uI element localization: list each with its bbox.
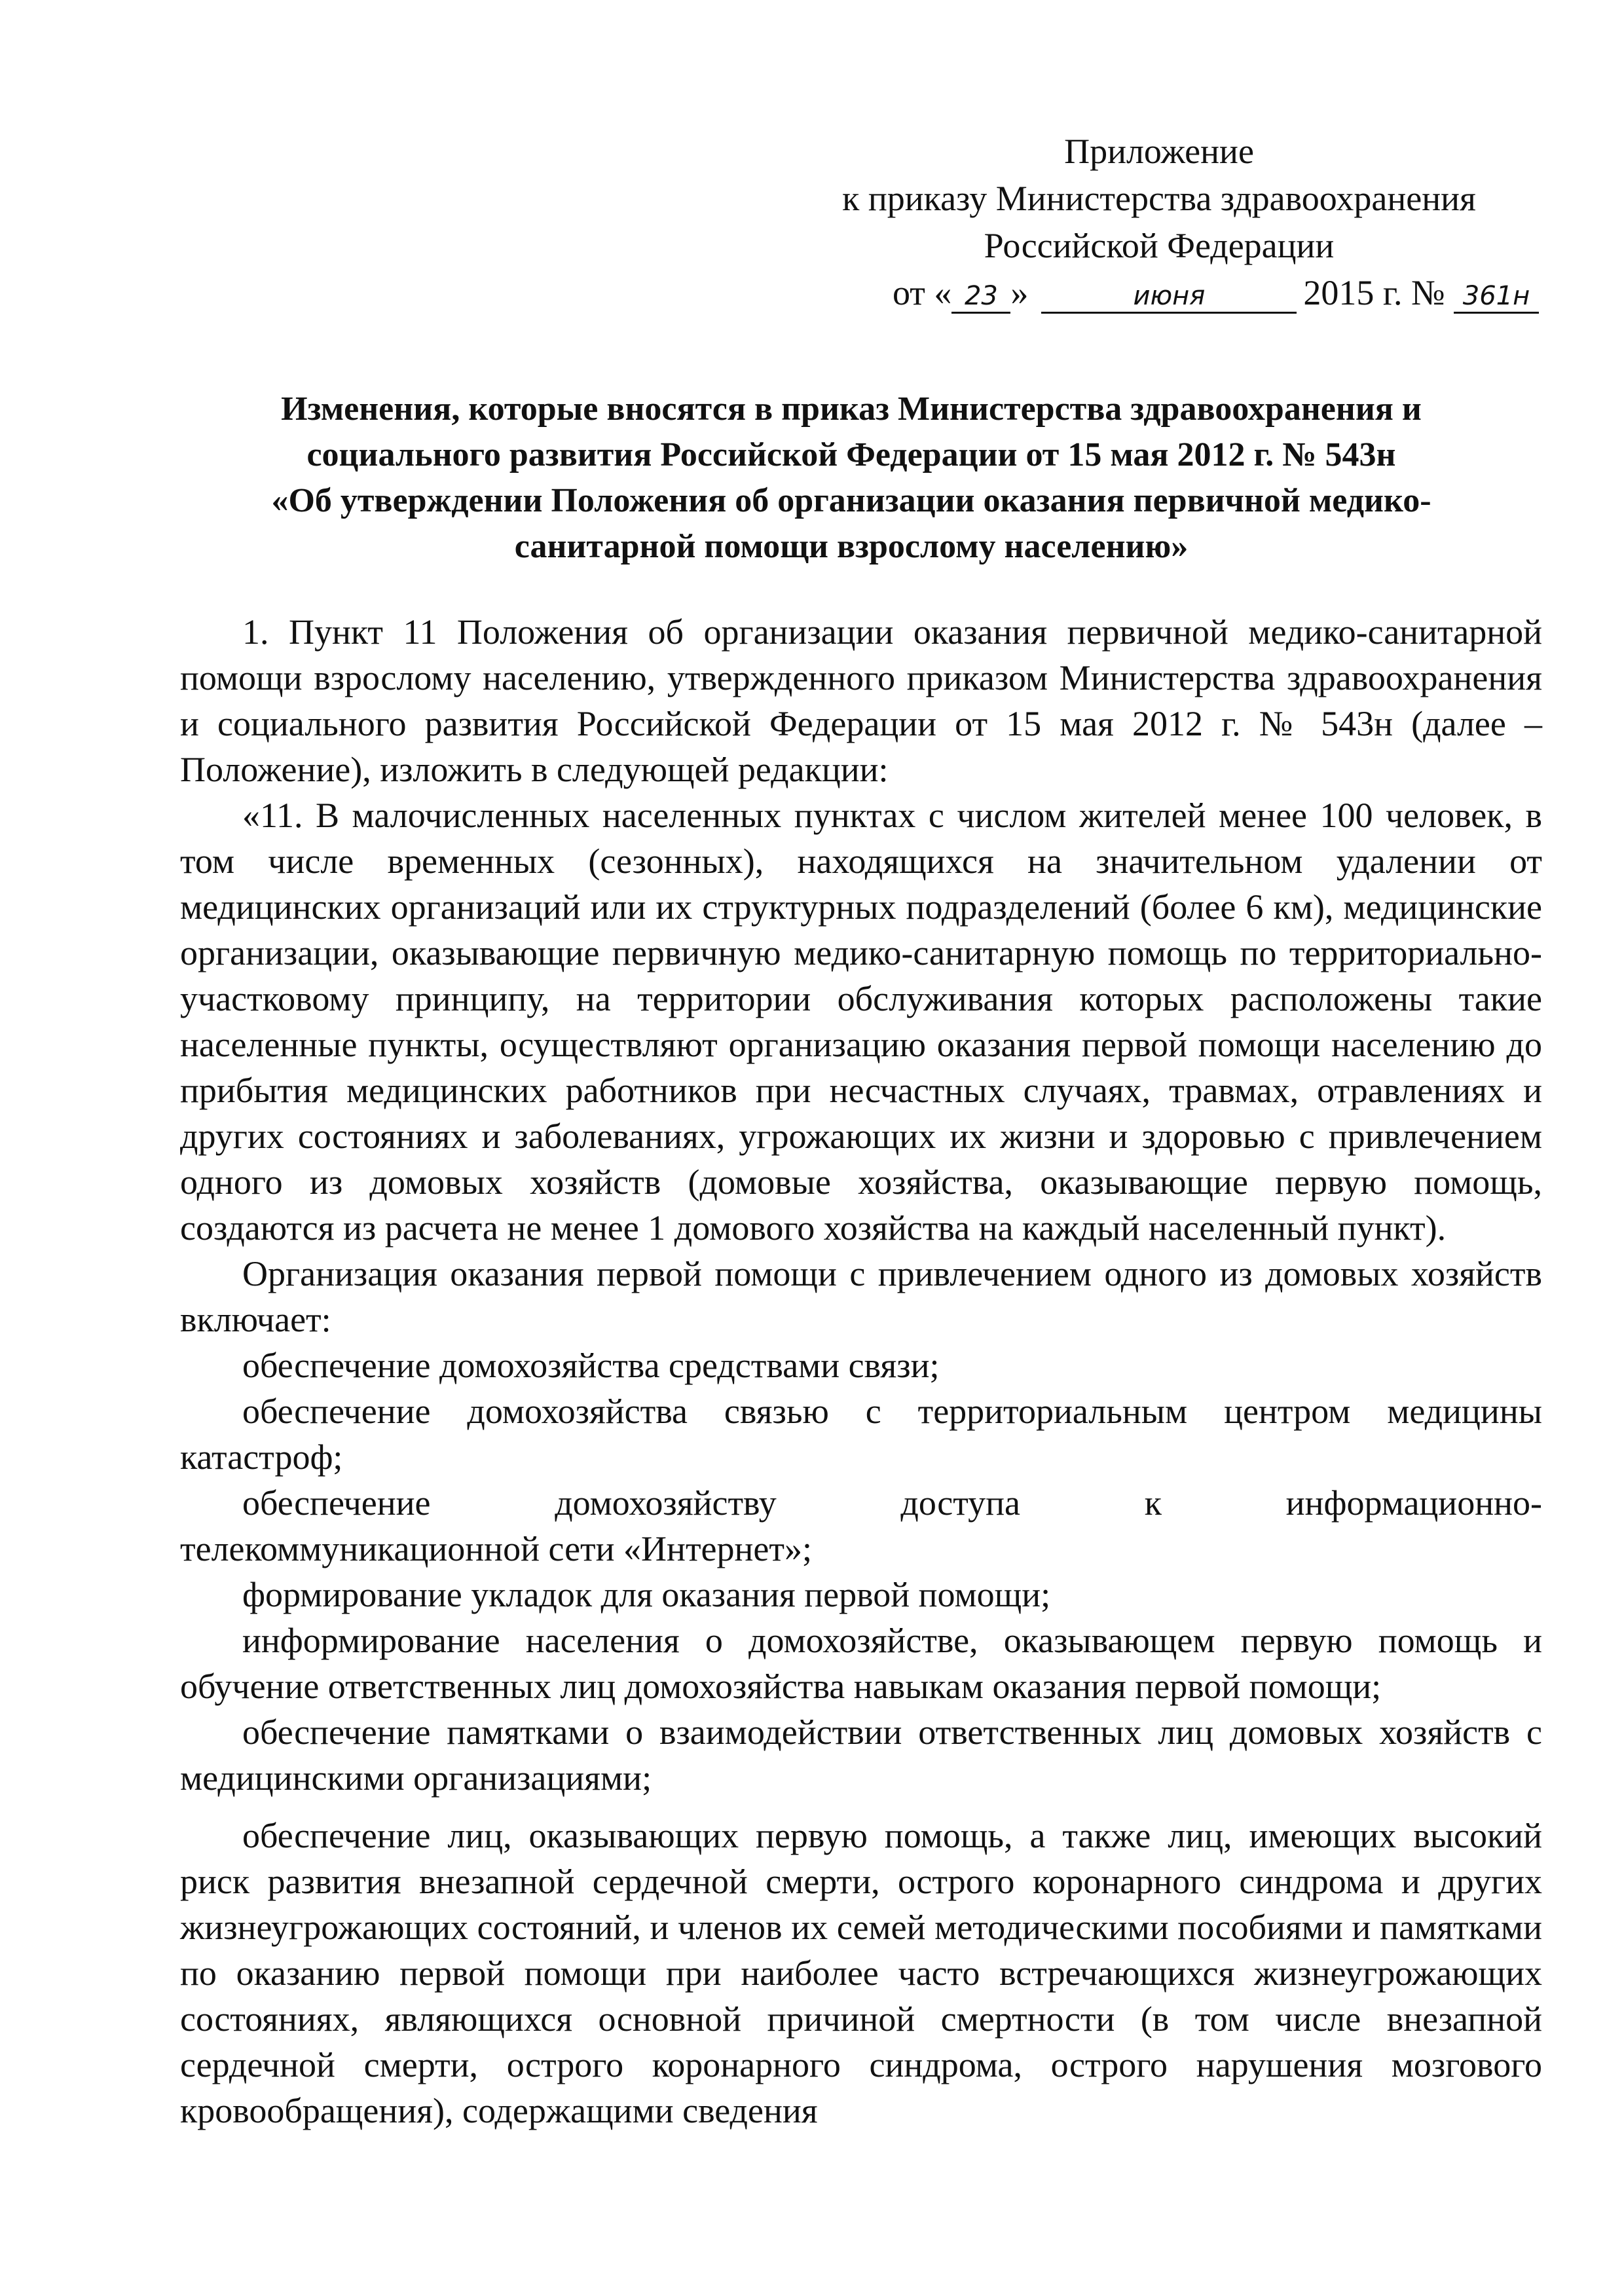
annex-date-line bbox=[773, 269, 1545, 316]
date-year: 2015 г. № bbox=[1303, 273, 1445, 312]
paragraph-8: информирование населения о домохозяйстве, оказывающем первую помощь и обучение ответственных лиц домохозяйства навыкам оказания первой помощи; bbox=[180, 1621, 1542, 1706]
title-line-1: Изменения, которые вносятся в приказ Министерства здравоохранения и bbox=[281, 390, 1422, 428]
paragraph-3: Организация оказания первой помощи с привлечением одного из домовых хозяйств включает: bbox=[180, 1254, 1542, 1339]
title-line-2: социального развития Российской Федерации от 15 мая 2012 г. № 543н bbox=[306, 436, 1396, 473]
date-prefix: от « bbox=[893, 273, 952, 312]
handwritten-day: 23 bbox=[951, 280, 1010, 314]
annex-header bbox=[773, 128, 1545, 316]
title-line-3: «Об утверждении Положения об организации оказания первичной медико- bbox=[271, 482, 1431, 519]
document-title bbox=[164, 386, 1539, 570]
annex-label: Приложение bbox=[1064, 132, 1254, 171]
handwritten-order-number: 361н bbox=[1454, 280, 1539, 314]
paragraph-2: «11. В малочисленных населенных пунктах с числом жителей менее 100 человек, в том числе временных (сезонных), находящихся на значительном удалении от медицинских организаций или их структурных подразделений (более 6 км), медицинские организации, оказывающие первичную медико-санитарную помощь по территориально-участковому принципу, на территории обслуживания которых расположены такие населенные пункты, осуществляют организацию оказания первой помощи населению до прибытия медицинских работников при несчастных случаях, травмах, отравлениях и других состояниях и заболеваниях, угрожающих их жизни и здоровью с привлечением одного из домовых хозяйств (домовые хозяйства, оказывающие первую помощь, создаются из расчета не менее 1 домового хозяйства на каждый населенный пункт). bbox=[180, 796, 1542, 1248]
paragraph-6-line-2: телекоммуникационной сети «Интернет»; bbox=[180, 1529, 812, 1568]
paragraph-10: обеспечение лиц, оказывающих первую помощь, а также лиц, имеющих высокий риск развития внезапной сердечной смерти, острого коронарного синдрома и других жизнеугрожающих состояний, и членов их семей методическими пособиями и памятками по оказанию первой помощи при наиболее часто встречающихся жизнеугрожающих состояниях, являющихся основной причиной смертности (в том числе внезапной сердечной смерти, острого коронарного синдрома, острого нарушения мозгового кровообращения), содержащими сведения bbox=[180, 1816, 1542, 2130]
paragraph-6-line-1: обеспечение домохозяйству доступа к информационно- bbox=[242, 1483, 1542, 1523]
annex-order-ref: к приказу Министерства здравоохранения bbox=[842, 179, 1476, 218]
paragraph-4: обеспечение домохозяйства средствами связи; bbox=[242, 1346, 940, 1385]
annex-country: Российской Федерации bbox=[984, 226, 1335, 265]
date-mid: » bbox=[1010, 273, 1029, 312]
paragraph-7: формирование укладок для оказания первой помощи; bbox=[242, 1575, 1051, 1614]
handwritten-month: июня bbox=[1041, 280, 1297, 314]
paragraph-9: обеспечение памятками о взаимодействии ответственных лиц домовых хозяйств с медицинскими организациями; bbox=[180, 1712, 1542, 1798]
paragraph-1: 1. Пункт 11 Положения об организации оказания первичной медико-санитарной помощи взрослому населению, утвержденного приказом Министерства здравоохранения и социального развития Российской Федерации от 15 мая 2012 г. № 543н (далее – Положение), изложить в следующей редакции: bbox=[180, 612, 1542, 789]
paragraph-5: обеспечение домохозяйства связью с территориальным центром медицины катастроф; bbox=[180, 1392, 1542, 1477]
document-body bbox=[180, 609, 1542, 2134]
title-line-4: санитарной помощи взрослому населению» bbox=[514, 528, 1189, 565]
